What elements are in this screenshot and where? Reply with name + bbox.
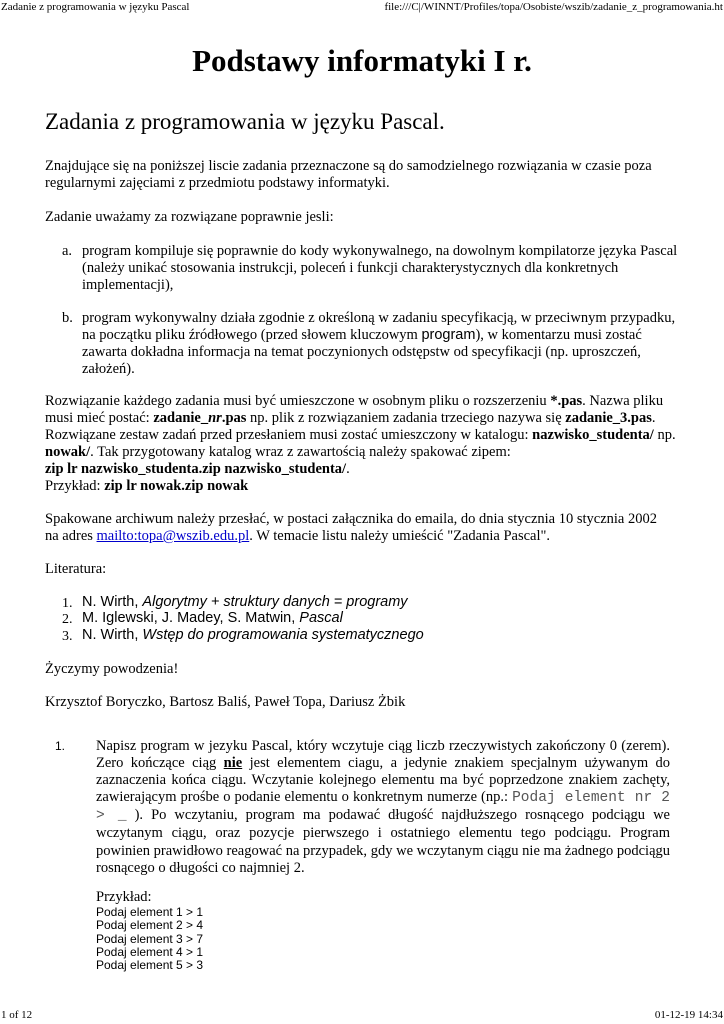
rules-text: musi mieć postać: bbox=[45, 410, 154, 426]
file-pattern-prefix: zadanie_ bbox=[153, 410, 209, 426]
literature-item bbox=[82, 610, 343, 627]
example-output bbox=[96, 906, 203, 972]
submission-rules bbox=[45, 393, 695, 495]
file-pattern-ext: .pas bbox=[221, 410, 247, 426]
zip-command: zip lr nazwisko_studenta.zip nazwisko_studenta/ bbox=[45, 461, 347, 477]
condition-b-line-1: program wykonywalny działa zgodnie z określoną w zadaniu specyfikacją, w przeciwnym przypadku, bbox=[82, 310, 676, 326]
literature-author: M. Iglewski, J. Madey, S. Matwin, bbox=[82, 610, 300, 626]
example-line: Podaj element 3 > 7 bbox=[96, 931, 204, 946]
rules-line-2 bbox=[45, 410, 695, 427]
condition-b-line-2b: ), w komentarzu musi zostać bbox=[475, 327, 642, 343]
prompt-code: Podaj element nr 2 > _ bbox=[96, 790, 670, 825]
wishes-text: Życzymy powodzenia! bbox=[45, 661, 179, 677]
submission-text: . W temacie listu należy umieścić "Zadania Pascal". bbox=[249, 528, 551, 544]
page-title: Podstawy informatyki I r. bbox=[192, 43, 532, 78]
example-directory: nowak/ bbox=[45, 444, 91, 460]
example-line: Podaj element 1 > 1 bbox=[96, 905, 204, 919]
task-description bbox=[96, 738, 670, 877]
authors-text: Krzysztof Boryczko, Bartosz Baliś, Paweł Topa, Dariusz Żbik bbox=[45, 694, 406, 710]
literature-number: 2. bbox=[62, 612, 73, 627]
rules-text: . Nazwa pliku bbox=[582, 393, 664, 409]
submission-line-2 bbox=[45, 528, 695, 545]
rules-line-6 bbox=[45, 478, 695, 495]
file-pattern bbox=[153, 410, 246, 426]
literature-author: N. Wirth, bbox=[82, 594, 143, 610]
task-text: jest elementem ciagu, a jedynie znakiem specjalnym używanym do zaznaczenia końca ciągu. Wczytanie kolejnego elementu ma być poprzedzone znakiem zachęty, zawierającym prośbe o podanie elementu o konkretnym numerze (np.: bbox=[96, 755, 671, 806]
submission-text: na adres bbox=[45, 528, 97, 544]
condition-b bbox=[82, 310, 702, 378]
example-line: Podaj element 4 > 1 bbox=[96, 944, 204, 959]
task-text: Napisz program w jezyku Pascal, który wczytuje ciąg liczb rzeczywistych zakończony 0 (zerem). Zero kończące ciąg bbox=[96, 738, 670, 772]
rules-line-3 bbox=[45, 427, 695, 444]
rules-text: Rozwiązanie każdego zadania musi być umieszczone w osobnym pliku o rozszerzeniu bbox=[45, 393, 551, 409]
literature-number: 1. bbox=[62, 596, 73, 611]
literature-author: N. Wirth, bbox=[82, 627, 143, 643]
rules-text: Przykład: bbox=[45, 478, 105, 494]
print-header-url: file:///C|/WINNT/Profiles/topa/Osobiste/wszib/zadanie_z_programowania.ht bbox=[384, 1, 723, 13]
example-file-name: zadanie_3.pas bbox=[565, 410, 652, 426]
task-number: 1. bbox=[55, 739, 66, 753]
file-extension: *.pas bbox=[550, 393, 583, 409]
condition-b-line-2 bbox=[82, 327, 702, 344]
zip-example: zip lr nowak.zip nowak bbox=[104, 478, 249, 494]
submission-info bbox=[45, 511, 695, 545]
rules-text: np. plik z rozwiązaniem zadania trzeciego nazywa się bbox=[246, 410, 566, 426]
rules-text: . Tak przygotowany katalog wraz z zawartością należy spakować zipem: bbox=[90, 444, 511, 460]
rules-text: np. bbox=[653, 427, 676, 443]
condition-a-marker: a. bbox=[62, 243, 73, 259]
literature-title: Pascal bbox=[299, 610, 343, 626]
condition-a-line-3: implementacji), bbox=[82, 277, 174, 293]
print-header-title: Zadanie z programowania w języku Pascal bbox=[1, 1, 190, 13]
literature-title: Algorytmy + struktury danych = programy bbox=[142, 594, 408, 610]
rules-text: . bbox=[651, 410, 656, 426]
rules-line-1 bbox=[45, 393, 695, 410]
literature-item bbox=[82, 594, 408, 611]
literature-label: Literatura: bbox=[45, 561, 107, 577]
directory-pattern: nazwisko_studenta/ bbox=[532, 427, 654, 443]
rules-line-4 bbox=[45, 444, 695, 461]
example-line: Podaj element 2 > 4 bbox=[96, 918, 204, 933]
page-subtitle: Zadania z programowania w języku Pascal. bbox=[45, 109, 445, 134]
intro-paragraph: Znajdujące się na poniższej liscie zadania przeznaczone są do samodzielnego rozwiązania w czasie poza regularnymi zajęciami z przedmiotu podstawy informatyki. bbox=[45, 158, 652, 191]
criteria-intro: Zadanie uważamy za rozwiązane poprawnie jesli: bbox=[45, 209, 334, 225]
example-line: Podaj element 5 > 3 bbox=[96, 958, 204, 973]
literature-title: Wstęp do programowania systematycznego bbox=[142, 627, 424, 643]
file-pattern-nr: nr bbox=[208, 410, 222, 426]
condition-b-line-3: zawarta dokładna informacja na temat poczynionych odstępstw od specyfikacji (np. uproszczeń, bbox=[82, 344, 641, 360]
literature-item bbox=[82, 627, 424, 644]
task-text: ). Po wczytaniu, program ma podawać długość najdłuższego rosnącego podciągu we wczytanym ciągu, oraz pozycje pierwszego i ostatniego elementu tego podciągu. Program powinien prawidłowo reagować na przypadek, gdy we wczytanym ciągu nie ma żadnego podciągu rosnącego o długości co najmniej 2. bbox=[96, 807, 670, 876]
rules-line-5 bbox=[45, 461, 695, 478]
condition-a-line-1: program kompiluje się poprawnie do kody wykonywalnego, na dowolnym kompilatorze języka Pascal bbox=[82, 243, 678, 259]
keyword-program: program bbox=[421, 327, 476, 343]
example-label: Przykład: bbox=[96, 889, 152, 905]
condition-b-line-4: założeń). bbox=[82, 361, 135, 377]
print-footer-date: 01-12-19 14:34 bbox=[654, 1009, 723, 1021]
literature-number: 3. bbox=[62, 629, 73, 644]
rules-text: Rozwiązane zestaw zadań przed przesłaniem musi zostać umieszczony w katalogu: bbox=[45, 427, 533, 443]
submission-line-1: Spakowane archiwum należy przesłać, w postaci załącznika do emaila, do dnia stycznia 10 stycznia 2002 bbox=[45, 511, 657, 527]
rules-text: . bbox=[346, 461, 350, 477]
condition-b-line-2a: na początku pliku źródłowego (przed słowem kluczowym bbox=[82, 327, 422, 343]
condition-a-line-2: (należy unikać stosowania instrukcji, poleceń i funkcji charakterystycznych dla konkretnych bbox=[82, 260, 619, 276]
print-footer-page: 1 of 12 bbox=[1, 1009, 33, 1021]
task-emphasis: nie bbox=[223, 755, 243, 772]
condition-a bbox=[82, 243, 702, 294]
email-link[interactable]: mailto:topa@wszib.edu.pl bbox=[96, 528, 250, 544]
condition-b-marker: b. bbox=[62, 310, 73, 326]
